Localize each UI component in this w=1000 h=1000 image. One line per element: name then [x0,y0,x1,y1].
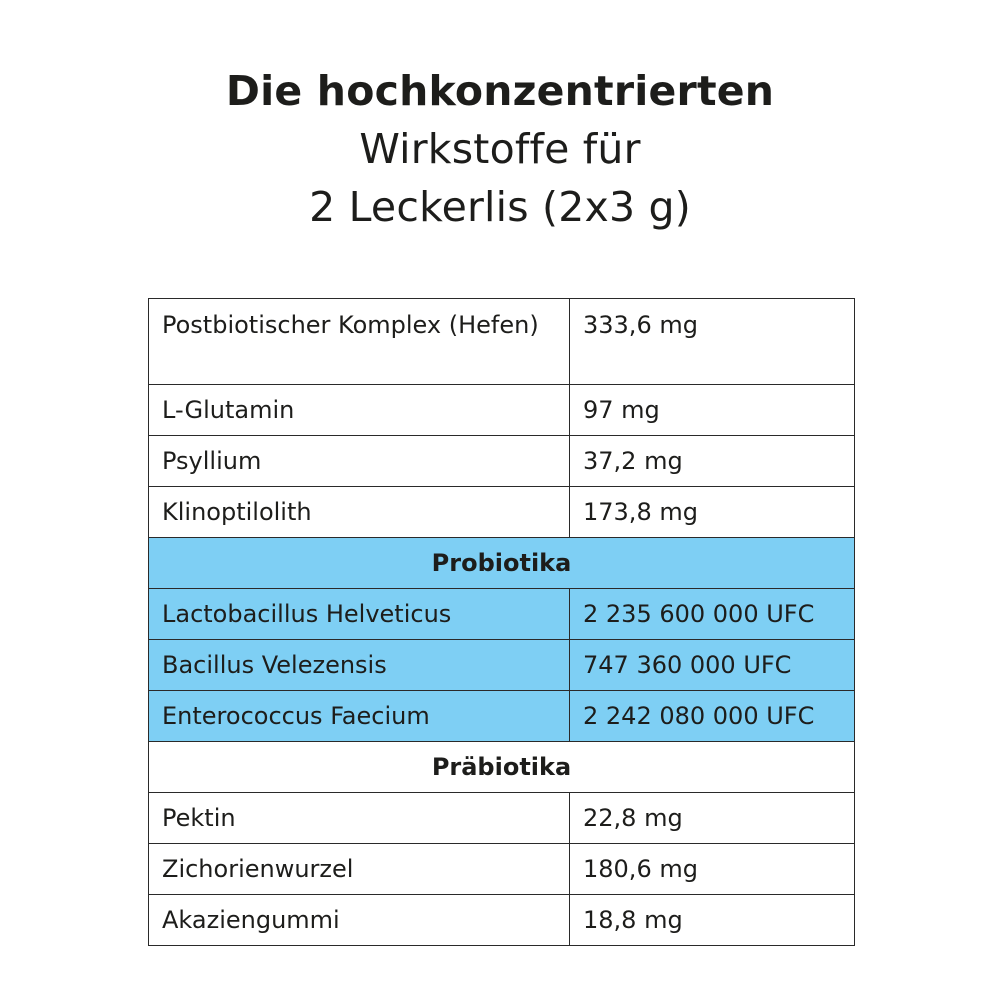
ingredient-amount: 2 235 600 000 UFC [570,589,855,640]
heading-line-1: Die hochkonzentrierten [225,67,775,115]
ingredient-name: Zichorienwurzel [149,844,570,895]
ingredient-name: Enterococcus Faecium [149,691,570,742]
table-row [149,640,855,691]
ingredients-table [148,298,855,946]
table-row [149,589,855,640]
table-row [149,895,855,946]
ingredient-name: Postbiotischer Komplex (Hefen) [149,299,570,385]
ingredient-name: Akaziengummi [149,895,570,946]
ingredient-amount: 37,2 mg [570,436,855,487]
ingredient-amount: 22,8 mg [570,793,855,844]
table-row [149,436,855,487]
section-header-prebiotics [149,742,855,793]
ingredient-amount: 747 360 000 UFC [570,640,855,691]
table-row [149,299,855,385]
table-row [149,385,855,436]
ingredient-amount: 173,8 mg [570,487,855,538]
ingredient-amount: 97 mg [570,385,855,436]
ingredient-name: L-Glutamin [149,385,570,436]
table-row [149,487,855,538]
ingredient-amount: 18,8 mg [570,895,855,946]
page-heading [0,62,1000,236]
table-row [149,793,855,844]
ingredient-name: Klinoptilolith [149,487,570,538]
section-title: Probiotika [149,538,855,589]
ingredient-amount: 2 242 080 000 UFC [570,691,855,742]
ingredient-name: Bacillus Velezensis [149,640,570,691]
table-row [149,691,855,742]
ingredient-name: Lactobacillus Helveticus [149,589,570,640]
section-header-probiotics [149,538,855,589]
ingredient-amount: 180,6 mg [570,844,855,895]
ingredient-name: Psyllium [149,436,570,487]
section-title: Präbiotika [149,742,855,793]
ingredient-name: Pektin [149,793,570,844]
table-row [149,844,855,895]
ingredient-amount: 333,6 mg [570,299,855,385]
heading-line-2: Wirkstoffe für [359,125,641,173]
heading-line-3: 2 Leckerlis (2x3 g) [309,183,691,231]
